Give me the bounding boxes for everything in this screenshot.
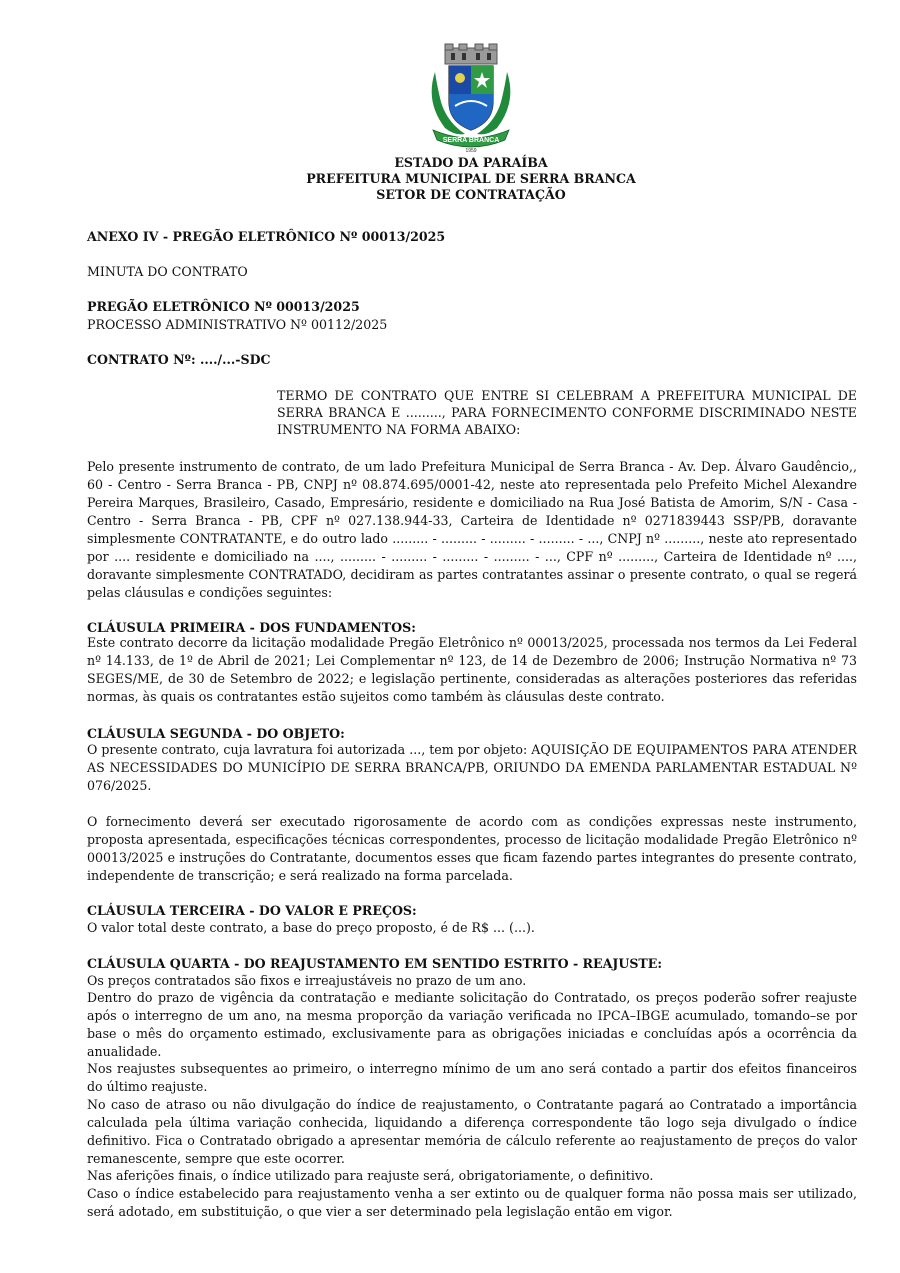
- draft-label: MINUTA DO CONTRATO: [87, 264, 248, 279]
- header-sector: SETOR DE CONTRATAÇÃO: [376, 187, 566, 202]
- crest-ribbon-text: SERRA BRANCA: [442, 137, 500, 144]
- pregao-title: PREGÃO ELETRÔNICO Nº 00013/2025: [87, 299, 360, 314]
- clause-4-paragraph-6: Caso o índice estabelecido para reajustamento venha a ser extinto ou de qualquer forma não possa mais ser utilizado, será adotado, em substituição, o que vier a ser determinado pela legislação então em vigor.: [87, 1186, 857, 1219]
- crest-year: 1959: [465, 148, 477, 154]
- intro-paragraph: Pelo presente instrumento de contrato, de um lado Prefeitura Municipal de Serra Branca - Av. Dep. Álvaro Gaudêncio,, 60 - Centro - Serra Branca - PB, CNPJ nº 08.874.695/0001-42, neste ato representada pelo Prefeito Michel Alexandre Pereira Marques, Brasileiro, Casado, Empresário, residente e domiciliado na Rua José Batista de Amorim, S/N - Casa - Centro - Serra Branca - PB, CPF nº 027.138.944-33, Carteira de Identidade nº 0271839443 SSP/PB, doravante simplesmente CONTRATANTE, e do outro lado ......... - ......... - ......... - ......... - ..., CNPJ nº ........., neste ato representado por .... residente e domiciliado na ...., ......... - ......... - ......... - ......... - ..., CPF nº ........., Carteira de Identidade nº ...., doravante simplesmente CONTRATADO, decidiram as partes contratantes assinar o presente contrato, o qual se regerá pelas cláusulas e condições seguintes:: [87, 459, 857, 600]
- clause-4-paragraph-5: Nas aferições finais, o índice utilizado para reajuste será, obrigatoriamente, o definitivo.: [87, 1168, 654, 1183]
- clause-2-title: CLÁUSULA SEGUNDA - DO OBJETO:: [87, 726, 345, 741]
- contract-term-summary: TERMO DE CONTRATO QUE ENTRE SI CELEBRAM A PREFEITURA MUNICIPAL DE SERRA BRANCA E ........., PARA FORNECIMENTO CONFORME DISCRIMINADO NESTE INSTRUMENTO NA FORMA ABAIXO:: [277, 388, 857, 437]
- administrative-process: PROCESSO ADMINISTRATIVO Nº 00112/2025: [87, 317, 388, 332]
- clause-1-text: Este contrato decorre da licitação modalidade Pregão Eletrônico nº 00013/2025, processada nos termos da Lei Federal nº 14.133, de 1º de Abril de 2021; Lei Complementar nº 123, de 14 de Dezembro de 2006; Instrução Normativa nº 73 SEGES/ME, de 30 de Setembro de 2022; e legislação pertinente, consideradas as alterações posteriores das referidas normas, às quais os contratantes estão sujeitos como também às cláusulas deste contrato.: [87, 635, 857, 704]
- clause-4-paragraph-2: Dentro do prazo de vigência da contratação e mediante solicitação do Contratado, os preços poderão sofrer reajuste após o interregno de um ano, na mesma proporção da variação verificada no IPCA–IBGE acumulado, tomando–se por base o mês do orçamento estimado, exclusivamente para as obrigações iniciadas e concluídas após a ocorrência da anualidade.: [87, 990, 857, 1059]
- header-state: ESTADO DA PARAÍBA: [394, 155, 548, 170]
- clause-4-paragraph-4: No caso de atraso ou não divulgação do índice de reajustamento, o Contratante pagará ao Contratado a importância calculada pela última variação conhecida, liquidando a diferença correspondente tão logo seja divulgado o índice definitivo. Fica o Contratado obrigado a apresentar memória de cálculo referente ao reajustamento de preços do valor remanescente, sempre que este ocorrer.: [87, 1097, 857, 1166]
- contract-number: CONTRATO Nº: ..../...-SDC: [87, 352, 271, 367]
- clause-3-title: CLÁUSULA TERCEIRA - DO VALOR E PREÇOS:: [87, 903, 417, 918]
- clause-4-paragraph-3: Nos reajustes subsequentes ao primeiro, o interregno mínimo de um ano será contado a partir dos efeitos financeiros do último reajuste.: [87, 1061, 857, 1094]
- annex-title: ANEXO IV - PREGÃO ELETRÔNICO Nº 00013/2025: [87, 229, 446, 244]
- clause-2-text-2: O fornecimento deverá ser executado rigorosamente de acordo com as condições expressas neste instrumento, proposta apresentada, especificações técnicas correspondentes, processo de licitação modalidade Pregão Eletrônico nº 00013/2025 e instruções do Contratante, documentos esses que ficam fazendo partes integrantes do presente contrato, independente de transcrição; e será realizado na forma parcelada.: [87, 814, 857, 883]
- header-prefecture: PREFEITURA MUNICIPAL DE SERRA BRANCA: [306, 171, 636, 186]
- document-header: [0, 155, 900, 203]
- clause-4-paragraph-1: Os preços contratados são fixos e irreajustáveis no prazo de um ano.: [87, 973, 527, 988]
- clause-4-title: CLÁUSULA QUARTA - DO REAJUSTAMENTO EM SENTIDO ESTRITO - REAJUSTE:: [87, 956, 663, 971]
- clause-2-text-1: O presente contrato, cuja lavratura foi autorizada ..., tem por objeto: AQUISIÇÃO DE EQUIPAMENTOS PARA ATENDER AS NECESSIDADES DO MUNICÍPIO DE SERRA BRANCA/PB, ORIUNDO DA EMENDA PARLAMENTAR ESTADUAL Nº 076/2025.: [87, 742, 857, 793]
- clause-1-title: CLÁUSULA PRIMEIRA - DOS FUNDAMENTOS:: [87, 620, 416, 635]
- clause-3-text: O valor total deste contrato, a base do preço proposto, é de R$ ... (...).: [87, 920, 535, 935]
- municipal-crest-logo: [425, 42, 517, 154]
